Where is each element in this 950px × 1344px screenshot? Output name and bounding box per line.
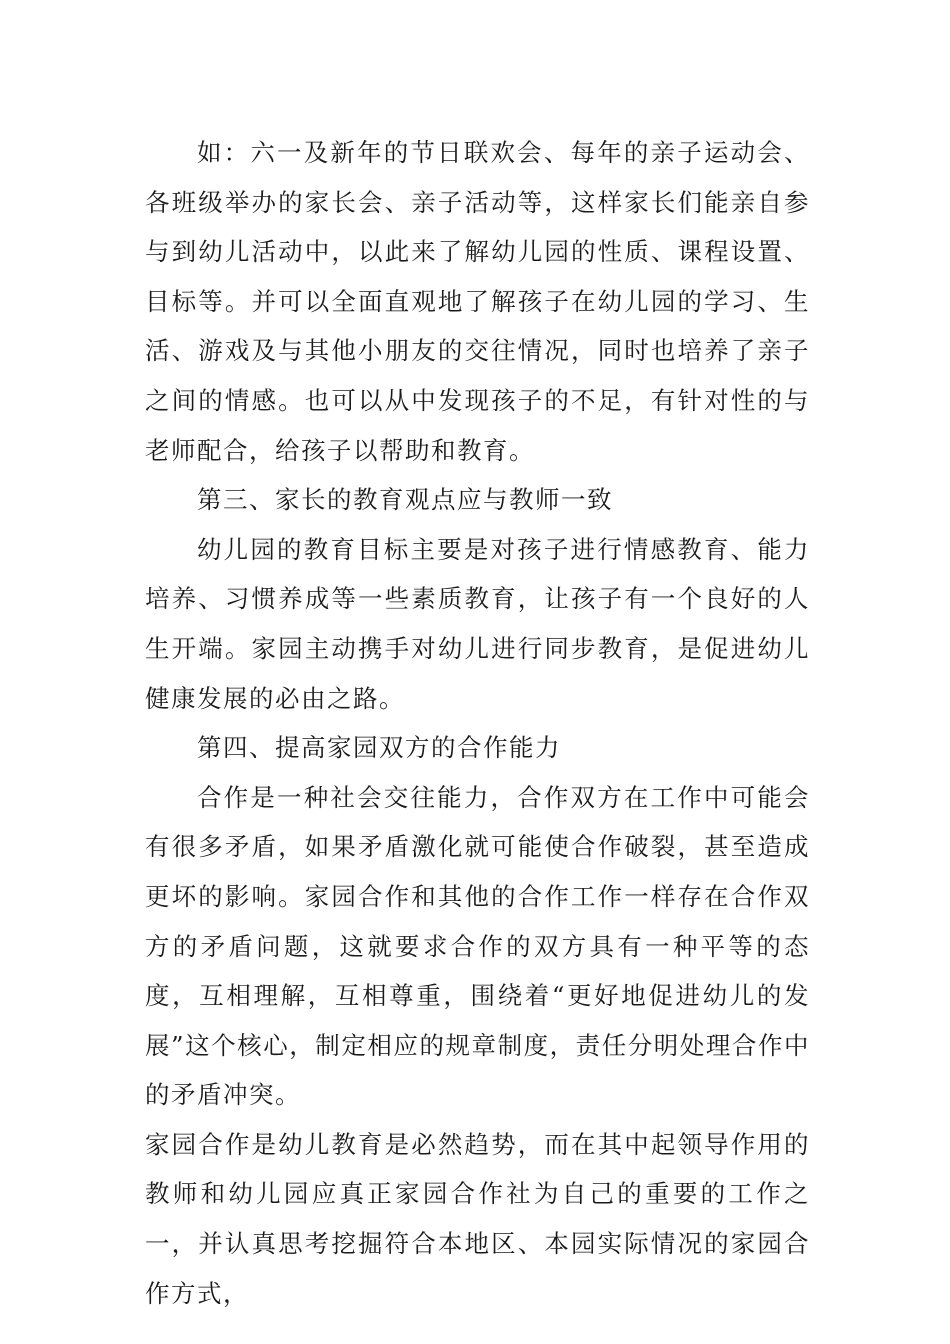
paragraph-home-school-cooperation: 家园合作是幼儿教育是必然趋势，而在其中起领导作用的教师和幼儿园应真正家园合作社为自己的重要的工作之一，并认真思考挖掘符合本地区、本园实际情况的家园合作方式， xyxy=(145,1129,810,1308)
paragraph-cooperation: 合作是一种社会交往能力，合作双方在工作中可能会有很多矛盾，如果矛盾激化就可能使合作破裂，甚至造成更坏的影响。家园合作和其他的合作工作一样存在合作双方的矛盾问题，这就要求合作的双方具有一种平等的态度，互相理解，互相尊重，围绕着“更好地促进幼儿的发展”这个核心，制定相应的规章制度，责任分明处理合作中的矛盾冲突。 xyxy=(145,782,810,1110)
paragraph-activities: 如：六一及新年的节日联欢会、每年的亲子运动会、各班级举办的家长会、亲子活动等，这样家长们能亲自参与到幼儿活动中，以此来了解幼儿园的性质、课程设置、目标等。并可以全面直观地了解孩子在幼儿园的学习、生活、游戏及与其他小朋友的交往情况，同时也培养了亲子之间的情感。也可以从中发现孩子的不足，有针对性的与老师配合，给孩子以帮助和教育。 xyxy=(145,138,810,465)
paragraph-education-goals: 幼儿园的教育目标主要是对孩子进行情感教育、能力培养、习惯养成等一些素质教育，让孩子有一个良好的人生开端。家园主动携手对幼儿进行同步教育，是促进幼儿健康发展的必由之路。 xyxy=(145,534,810,713)
section-heading-four: 第四、提高家园双方的合作能力 xyxy=(197,733,561,763)
section-heading-three: 第三、家长的教育观点应与教师一致 xyxy=(197,485,613,515)
document-body xyxy=(145,128,810,1318)
